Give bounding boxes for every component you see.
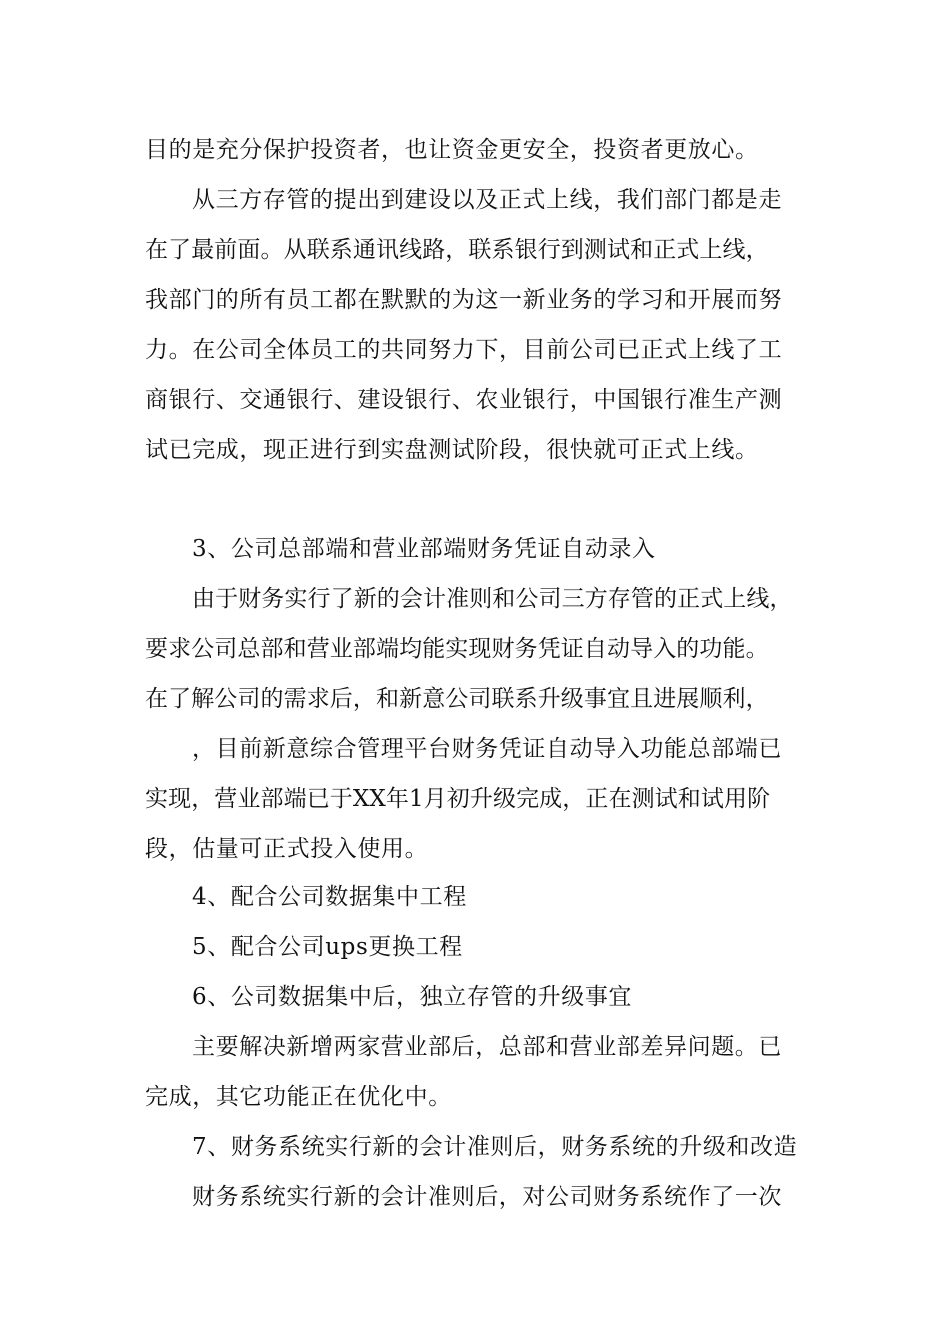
section-heading-4: 4、配合公司数据集中工程 bbox=[192, 884, 467, 910]
text-line-11: ，目前新意综合管理平台财务凭证自动导入功能总部端已 bbox=[192, 736, 782, 762]
text-line-4: 我部门的所有员工都在默默的为这一新业务的学习和开展而努 bbox=[145, 287, 783, 313]
text-line-13: 段，估量可正式投入使用。 bbox=[145, 836, 429, 862]
text-line-3: 在了最前面。从联系通讯线路，联系银行到测试和正式上线， bbox=[145, 237, 769, 263]
text-line-8: 由于财务实行了新的会计准则和公司三方存管的正式上线， bbox=[192, 586, 793, 612]
text-line-15: 完成，其它功能正在优化中。 bbox=[145, 1084, 452, 1110]
section-heading-3: 3、公司总部端和营业部端财务凭证自动录入 bbox=[192, 536, 656, 562]
text-line-1: 目的是充分保护投资者，也让资金更安全，投资者更放心。 bbox=[145, 137, 759, 163]
section-heading-6: 6、公司数据集中后，独立存管的升级事宜 bbox=[192, 984, 633, 1010]
text-line-7: 试已完成，现正进行到实盘测试阶段，很快就可正式上线。 bbox=[145, 437, 759, 463]
text-line-5: 力。在公司全体员工的共同努力下，目前公司已正式上线了工 bbox=[145, 337, 783, 363]
text-line-2: 从三方存管的提出到建设以及正式上线，我们部门都是走 bbox=[192, 187, 782, 213]
section-heading-5: 5、配合公司ups更换工程 bbox=[192, 934, 463, 960]
text-line-14: 主要解决新增两家营业部后，总部和营业部差异问题。已 bbox=[192, 1034, 782, 1060]
text-line-12: 实现，营业部端已于XX年1月初升级完成，正在测试和试用阶 bbox=[145, 786, 771, 812]
text-line-6: 商银行、交通银行、建设银行、农业银行，中国银行准生产测 bbox=[145, 387, 783, 413]
text-line-9: 要求公司总部和营业部端均能实现财务凭证自动导入的功能。 bbox=[145, 636, 769, 662]
text-line-16: 财务系统实行新的会计准则后，对公司财务系统作了一次 bbox=[192, 1184, 782, 1210]
text-line-10: 在了解公司的需求后，和新意公司联系升级事宜且进展顺利， bbox=[145, 686, 769, 712]
section-heading-7: 7、财务系统实行新的会计准则后，财务系统的升级和改造 bbox=[192, 1134, 798, 1160]
